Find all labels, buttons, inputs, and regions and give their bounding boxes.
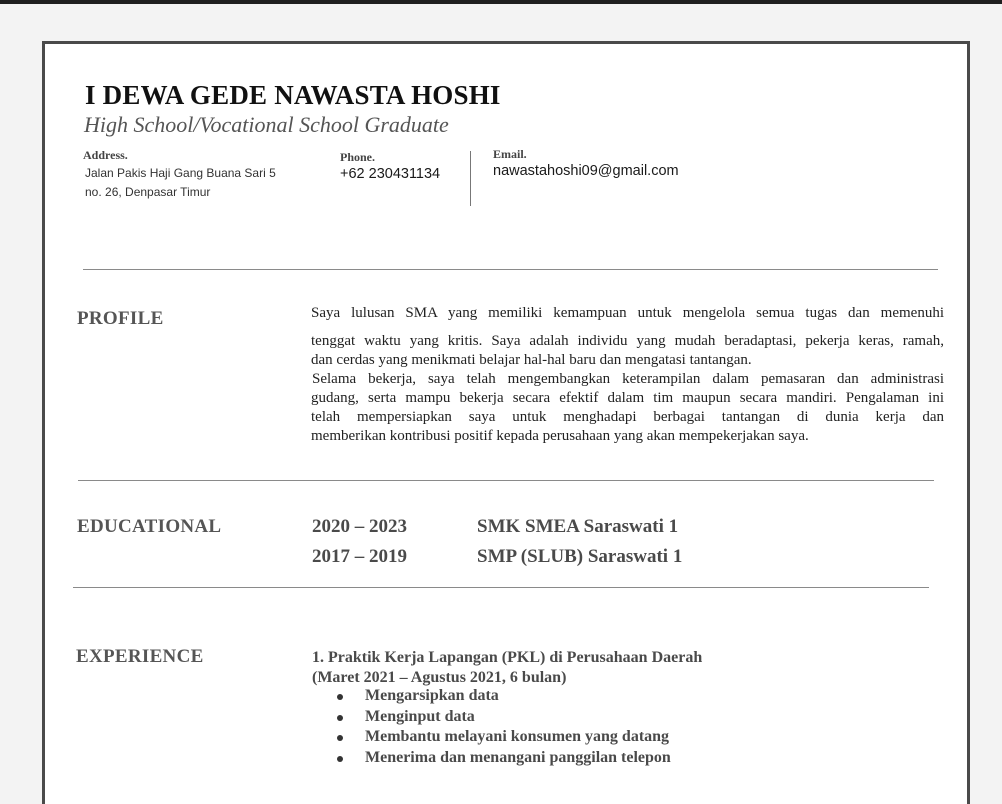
experience-task xyxy=(337,707,671,728)
address-line-1: Jalan Pakis Haji Gang Buana Sari 5 xyxy=(85,166,276,180)
address-label: Address. xyxy=(83,148,128,162)
phone-label: Phone. xyxy=(340,150,376,164)
email-label: Email. xyxy=(493,147,527,161)
bullet-icon xyxy=(337,735,343,741)
profile-line: tenggat waktu yang kritis. Saya adalah individu yang mudah beradaptasi, pekerja keras, ramah, xyxy=(311,333,944,349)
contact-divider xyxy=(470,151,471,206)
experience-task xyxy=(337,748,671,769)
profile-line: dan cerdas yang menikmati belajar hal-hal baru dan mengatasi tantangan. xyxy=(311,352,752,368)
education-school: SMP (SLUB) Saraswati 1 xyxy=(477,546,683,567)
profile-text xyxy=(311,304,944,446)
resume-subtitle: High School/Vocational School Graduate xyxy=(84,112,449,137)
education-school: SMK SMEA Saraswati 1 xyxy=(477,516,679,537)
experience-task-text: Mengarsipkan data xyxy=(365,687,499,704)
profile-line: Saya lulusan SMA yang memiliki kemampuan untuk mengelola semua tugas dan memenuhi xyxy=(311,305,944,321)
experience-task xyxy=(337,686,671,707)
header-divider xyxy=(83,269,938,270)
education-heading: EDUCATIONAL xyxy=(77,516,222,537)
profile-line: memberikan kontribusi positif kepada perusahaan yang akan mempekerjakan saya. xyxy=(311,428,809,444)
profile-line: telah mempersiapkan saya untuk menghadapi berbagai tantangan di dunia kerja dan xyxy=(311,409,944,425)
profile-heading: PROFILE xyxy=(77,308,164,329)
profile-divider xyxy=(78,480,934,481)
profile-line: gudang, serta mampu bekerja secara efektif dalam tim maupun secara mandiri. Pengalaman ini xyxy=(311,390,944,406)
experience-task-text: Menginput data xyxy=(365,707,475,725)
experience-job-title: 1. Praktik Kerja Lapangan (PKL) di Perusahaan Daerah xyxy=(312,649,703,666)
address-line-2: no. 26, Denpasar Timur xyxy=(85,185,211,199)
phone-value: +62 230431134 xyxy=(340,166,441,182)
resume-page xyxy=(42,41,970,804)
experience-task xyxy=(337,727,671,748)
education-divider xyxy=(73,587,929,588)
experience-task-text: Menerima dan menangani panggilan telepon xyxy=(365,748,671,766)
window-top-edge xyxy=(0,0,1002,4)
email-value[interactable]: nawastahoshi09@gmail.com xyxy=(493,163,679,179)
education-years: 2020 – 2023 xyxy=(312,516,407,537)
bullet-icon xyxy=(337,694,343,700)
experience-task-text: Membantu melayani konsumen yang datang xyxy=(365,728,670,745)
bullet-icon xyxy=(337,715,343,721)
education-years: 2017 – 2019 xyxy=(312,546,407,567)
experience-task-list xyxy=(337,686,671,768)
experience-heading: EXPERIENCE xyxy=(76,646,204,667)
experience-job-period: (Maret 2021 – Agustus 2021, 6 bulan) xyxy=(312,669,567,686)
profile-line: Selama bekerja, saya telah mengembangkan keterampilan dalam pemasaran dan administrasi xyxy=(312,371,944,387)
resume-name: I DEWA GEDE NAWASTA HOSHI xyxy=(85,80,501,110)
bullet-icon xyxy=(337,756,343,762)
